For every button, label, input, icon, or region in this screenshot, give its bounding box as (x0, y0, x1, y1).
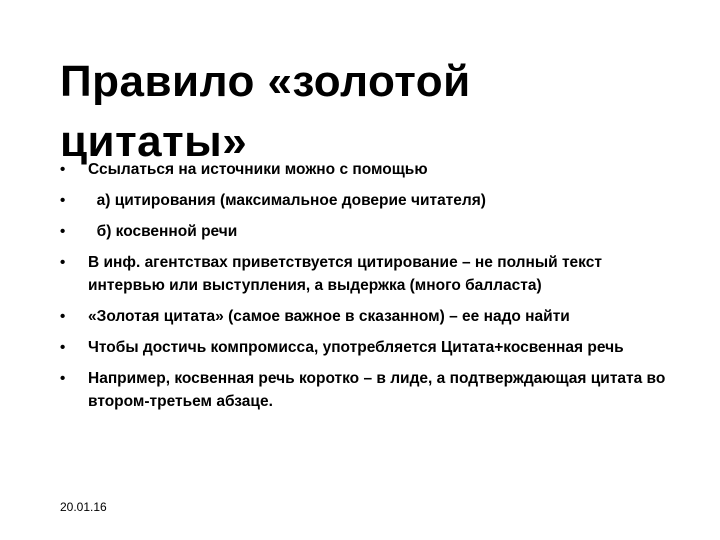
list-item (60, 251, 670, 297)
bullet-marker: • (60, 339, 66, 356)
list-item (60, 220, 670, 243)
bullet-marker: • (60, 308, 66, 325)
bullet-text: а) цитирования (максимальное доверие читателя) (88, 192, 486, 209)
list-item (60, 367, 670, 413)
slide-title: Правило «золотой цитаты» (60, 57, 471, 166)
bullet-marker: • (60, 223, 66, 240)
bullet-marker: • (60, 192, 66, 209)
list-item (60, 305, 670, 328)
bullet-text: Например, косвенная речь коротко – в лиде, а подтверждающая цитата во втором-третьем абзаце. (88, 370, 670, 410)
bullet-text: Чтобы достичь компромисса, употребляется Цитата+косвенная речь (88, 339, 624, 356)
bullet-marker: • (60, 161, 66, 178)
list-item (60, 189, 670, 212)
bullet-text: б) косвенной речи (88, 223, 238, 240)
bullet-marker: • (60, 254, 66, 271)
footer-date: 20.01.16 (60, 500, 107, 514)
bullet-marker: • (60, 370, 66, 387)
bullet-list (60, 158, 670, 421)
bullet-text: «Золотая цитата» (самое важное в сказанном) – ее надо найти (88, 308, 570, 325)
list-item (60, 158, 670, 181)
bullet-text: В инф. агентствах приветствуется цитирование – не полный текст интервью или выступления, а выдержка (много балласта) (88, 254, 607, 294)
bullet-text: Ссылаться на источники можно с помощью (88, 161, 428, 178)
list-item (60, 336, 670, 359)
